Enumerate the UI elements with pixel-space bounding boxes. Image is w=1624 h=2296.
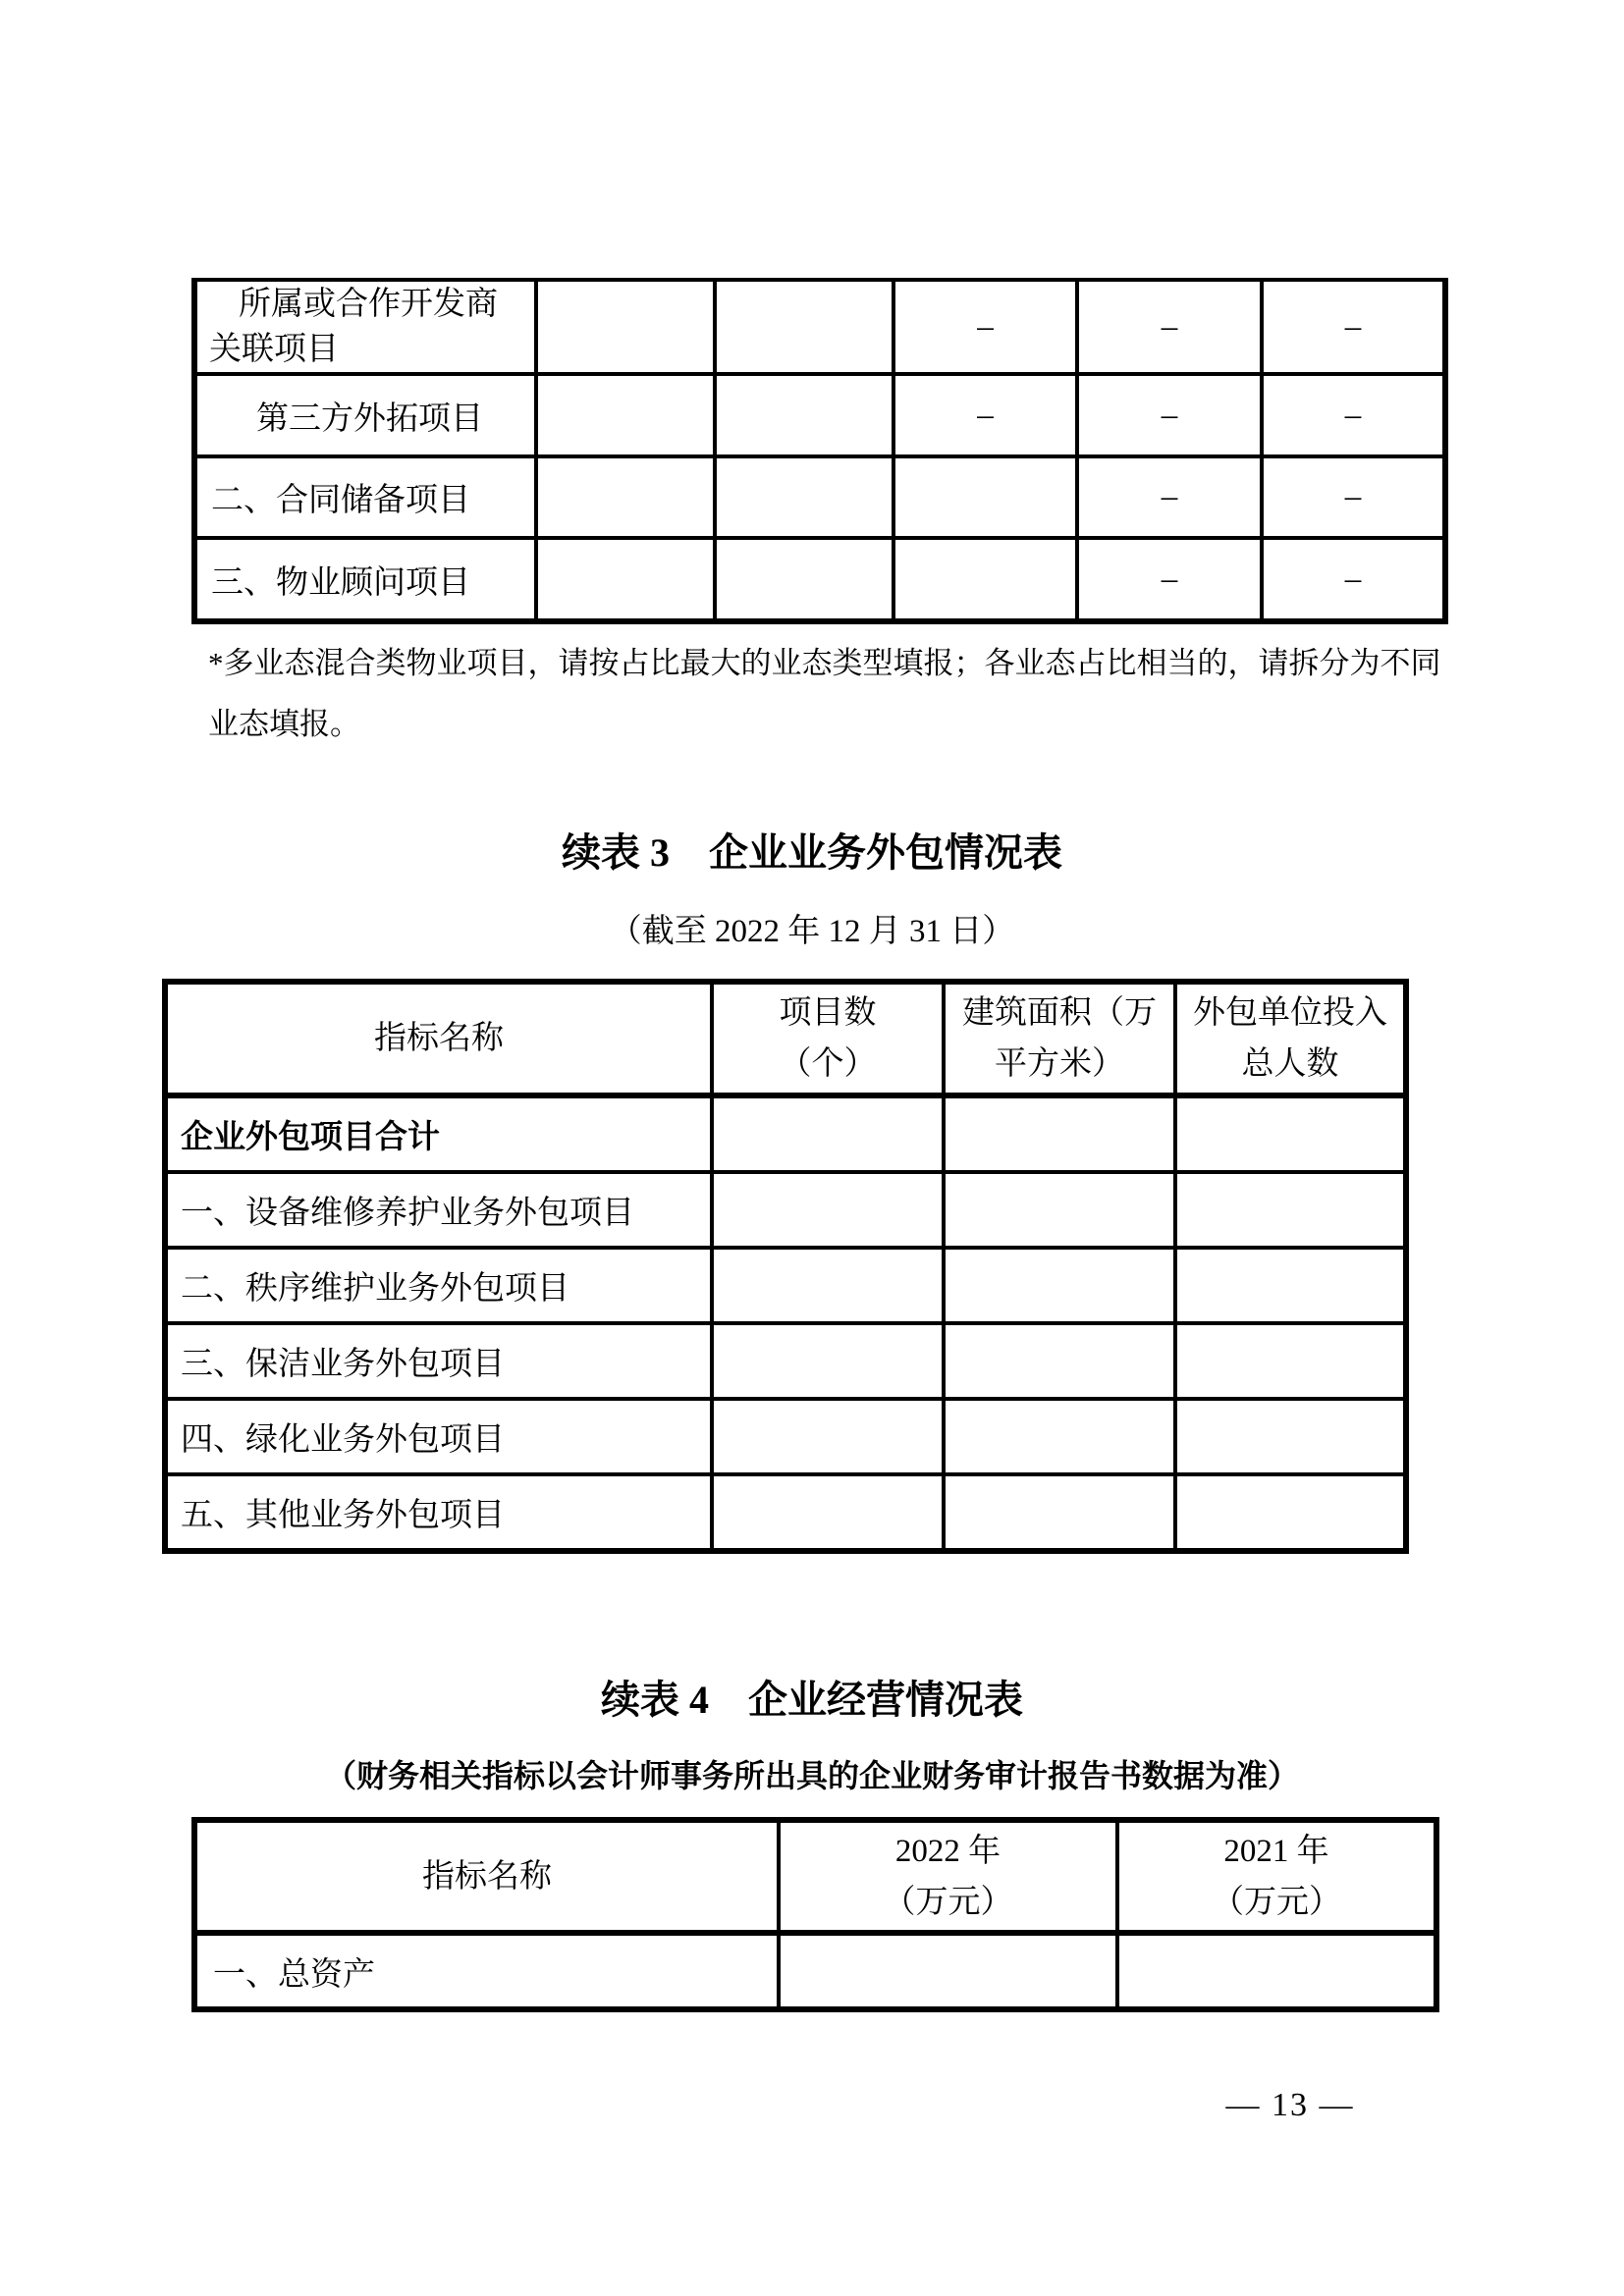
header-line1: 外包单位投入 (1193, 995, 1387, 1031)
data-cell (536, 374, 715, 456)
header-line1: 建筑面积（万 (962, 995, 1157, 1031)
row-label-cell: 二、合同储备项目 (194, 456, 536, 538)
table-header-row (194, 1820, 1436, 1933)
dash-cell: – (1077, 538, 1262, 621)
table-row (194, 1933, 1436, 2009)
row-label-cell: 三、保洁业务外包项目 (165, 1323, 712, 1399)
data-cell (536, 280, 715, 374)
empty-cell (712, 1095, 944, 1172)
table-row (194, 374, 1445, 456)
table3-title: 续表 3 企业业务外包情况表 (562, 830, 1062, 875)
row-label-line1: 所属或合作开发商 (239, 287, 498, 322)
empty-cell (712, 1399, 944, 1474)
dash-cell: – (1077, 456, 1262, 538)
header-year-2022 (779, 1820, 1117, 1933)
table4-title: 续表 4 企业经营情况表 (601, 1678, 1023, 1722)
dash-cell: – (1262, 538, 1445, 621)
data-cell (715, 456, 893, 538)
data-cell (715, 538, 893, 621)
row-label-cell (194, 280, 536, 374)
table-row (194, 456, 1445, 538)
row-label-cell: 一、设备维修养护业务外包项目 (165, 1172, 712, 1248)
table-row (165, 1095, 1406, 1172)
empty-cell (944, 1172, 1175, 1248)
row-label-cell: 第三方外拓项目 (194, 374, 536, 456)
table4-subtitle: （财务相关指标以会计师事务所出具的企业财务审计报告书数据为准） (324, 1758, 1299, 1793)
table-row (165, 1248, 1406, 1323)
table-row (165, 1399, 1406, 1474)
empty-cell (944, 1248, 1175, 1323)
data-cell (893, 538, 1077, 621)
empty-cell (1175, 1248, 1406, 1323)
empty-cell (1175, 1172, 1406, 1248)
header-line1: 2021 年 (1223, 1833, 1329, 1869)
dash-cell: – (893, 280, 1077, 374)
dash-cell: – (1262, 280, 1445, 374)
table-row (194, 280, 1445, 374)
empty-cell (1175, 1474, 1406, 1551)
dash-cell: – (1262, 456, 1445, 538)
empty-cell (1175, 1399, 1406, 1474)
dash-cell: – (893, 374, 1077, 456)
table3-subtitle: （截至 2022 年 12 月 31 日） (609, 914, 1015, 949)
page-number: — 13 — (1225, 2087, 1355, 2123)
dash-cell: – (1262, 374, 1445, 456)
table-row (165, 1474, 1406, 1551)
empty-cell (1117, 1933, 1436, 2009)
table-footnote (208, 633, 1455, 755)
footnote-line1: *多业态混合类物业项目，请按占比最大的业态类型填报；各业态占比相当的，请拆分为不同 (208, 646, 1441, 680)
data-cell (536, 456, 715, 538)
operations-table (191, 1817, 1439, 2012)
table-row (165, 1323, 1406, 1399)
header-line1: 2022 年 (894, 1833, 1001, 1869)
empty-cell (944, 1399, 1175, 1474)
header-line2: 平方米） (995, 1046, 1124, 1082)
header-outsourced-staff (1175, 982, 1406, 1095)
row-label-cell: 二、秩序维护业务外包项目 (165, 1248, 712, 1323)
empty-cell (712, 1474, 944, 1551)
dash-cell: – (1077, 374, 1262, 456)
table-header-row (165, 982, 1406, 1095)
header-line2: 总人数 (1241, 1046, 1339, 1082)
row-label-cell: 四、绿化业务外包项目 (165, 1399, 712, 1474)
empty-cell (712, 1248, 944, 1323)
empty-cell (712, 1172, 944, 1248)
footnote-line2: 业态填报。 (208, 707, 360, 741)
table-row (165, 1172, 1406, 1248)
data-cell (715, 280, 893, 374)
empty-cell (712, 1323, 944, 1399)
header-line1: 项目数 (779, 995, 877, 1031)
empty-cell (779, 1933, 1117, 2009)
row-label-line2: 关联项目 (209, 332, 339, 367)
row-label-cell: 一、总资产 (194, 1933, 779, 2009)
row-label-cell: 企业外包项目合计 (165, 1095, 712, 1172)
empty-cell (944, 1323, 1175, 1399)
header-year-2021 (1117, 1820, 1436, 1933)
empty-cell (1175, 1323, 1406, 1399)
header-indicator-name: 指标名称 (194, 1820, 779, 1933)
header-indicator-name: 指标名称 (165, 982, 712, 1095)
empty-cell (944, 1095, 1175, 1172)
header-line2: （个） (779, 1046, 877, 1082)
outsourcing-table (162, 979, 1409, 1554)
header-line2: （万元） (1212, 1884, 1341, 1920)
data-cell (536, 538, 715, 621)
data-cell (893, 456, 1077, 538)
dash-cell: – (1077, 280, 1262, 374)
row-label-cell: 三、物业顾问项目 (194, 538, 536, 621)
empty-cell (944, 1474, 1175, 1551)
data-cell (715, 374, 893, 456)
table-row (194, 538, 1445, 621)
empty-cell (1175, 1095, 1406, 1172)
project-table-continuation (191, 278, 1448, 624)
row-label-cell: 五、其他业务外包项目 (165, 1474, 712, 1551)
header-line2: （万元） (883, 1884, 1013, 1920)
header-building-area (944, 982, 1175, 1095)
header-project-count (712, 982, 944, 1095)
